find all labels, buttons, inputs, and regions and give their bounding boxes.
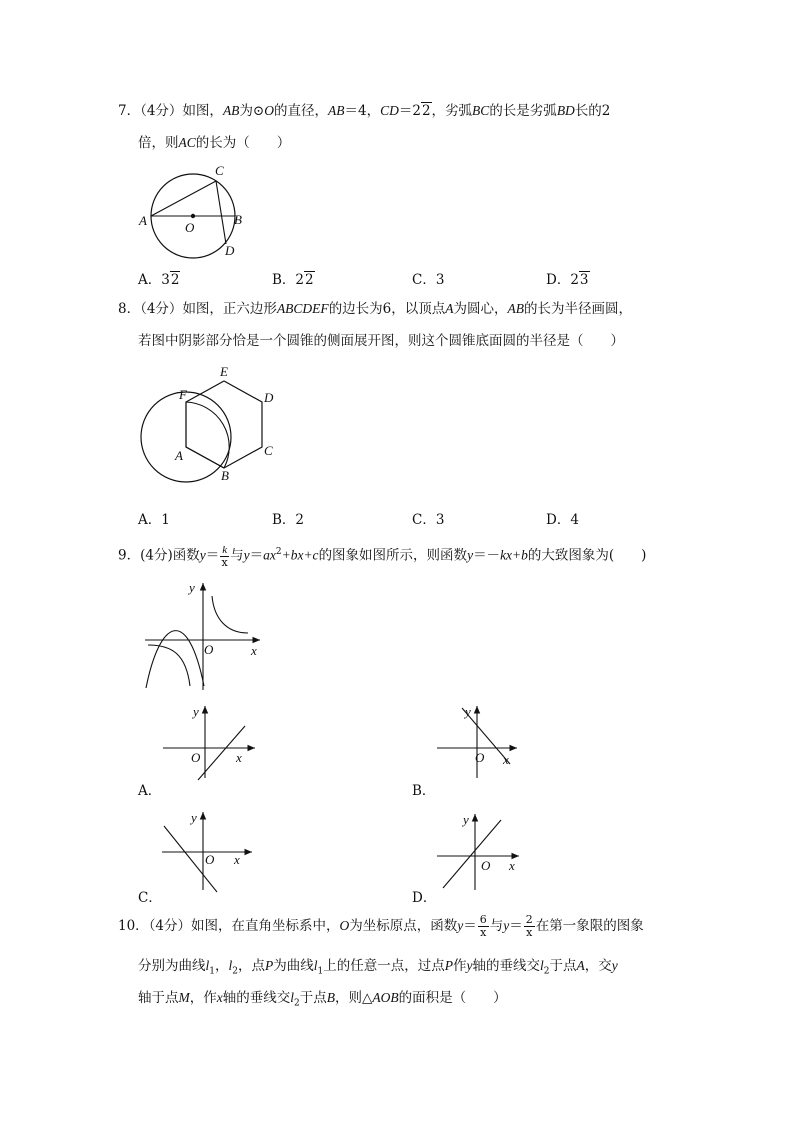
q9-hyperbola-left-branch — [148, 645, 190, 686]
q9-label-x: x — [251, 643, 257, 658]
q7-option-b[interactable]: B．22 — [272, 272, 314, 288]
q8-label-d: D — [264, 390, 274, 405]
q8-stem-line1: 8．（4分）如图，正六边形ABCDEF的边长为6，以顶点A为圆心，AB的长为半径画圆， — [118, 301, 633, 317]
q9-hyperbola-right-branch — [212, 596, 248, 633]
q9d-label-y: y — [463, 812, 469, 827]
q8-label-f: F — [179, 387, 187, 402]
q9b-label-o: O — [475, 750, 485, 765]
sqrt-2: 2 — [421, 103, 431, 119]
q7-stem-line2: 倍，则AC的长为（ ） — [138, 135, 291, 151]
q7-option-c[interactable]: C．3 — [412, 272, 445, 288]
q8-segment-ab — [186, 447, 224, 468]
q9-label-o: O — [204, 642, 214, 657]
q8-stem-line2: 若图中阴影部分恰是一个圆锥的侧面展开图，则这个圆锥底面圆的半径是（ ） — [138, 333, 624, 349]
q9d-label-x: x — [509, 858, 515, 873]
q8-option-b[interactable]: B．2 — [272, 512, 305, 528]
q9-option-a[interactable]: A． — [138, 783, 162, 799]
q9b-label-y: y — [465, 704, 471, 719]
q9a-label-x: x — [236, 750, 242, 765]
q7-option-a[interactable]: A．32 — [138, 272, 180, 288]
q7-label-a: A — [139, 213, 147, 228]
q9-option-c-graph[interactable] — [160, 808, 260, 893]
q7-label-b: B — [234, 212, 242, 227]
q10-fraction-2-over-x: $\frac{2}{x}$ — [525, 913, 533, 939]
q8-hexagon-figure — [136, 362, 286, 492]
q9-label-y: y — [189, 580, 195, 595]
q7-option-d[interactable]: D．23 — [546, 272, 589, 288]
q9-stem: 9．(4分)函数y＝ $\frac{k}{x}$ 与$y=ax^2+bx+c$的图象如图所示，则函数y＝－kx+b的大致图象为( ) — [118, 543, 647, 569]
q9-parabola — [146, 631, 204, 688]
q7-label-o: O — [185, 220, 195, 235]
q9-option-b[interactable]: B． — [412, 783, 436, 799]
q9-option-d[interactable]: D． — [412, 890, 437, 906]
q9-option-b-graph[interactable] — [435, 700, 535, 780]
q9c-label-y: y — [191, 810, 197, 825]
q8-option-a[interactable]: A．1 — [138, 512, 170, 528]
q9-fraction-k-over-x: $\frac{k}{x}$ — [221, 543, 228, 569]
q9d-line — [443, 820, 501, 888]
q9a-label-y: y — [193, 704, 199, 719]
q10-stem-line3: 轴于点M，作x轴的垂线交$l_2$于点B，则△AOB的面积是（ ） — [138, 990, 507, 1009]
q7-label-d: D — [225, 243, 235, 258]
q10-stem-line1: 10．（4分）如图，在直角坐标系中，O为坐标原点，函数y＝ $\frac{6}{x}$ 与y＝ $\frac{2}{x}$ 在第一象限的图象 — [118, 913, 644, 939]
q8-label-a: A — [175, 448, 183, 463]
q8-label-b: B — [221, 468, 229, 483]
q7-chord-cd — [216, 181, 226, 244]
q7-chord-ac — [151, 181, 216, 216]
q9-option-d-graph[interactable] — [435, 808, 535, 893]
q7-stem-line1: 7．（4分）如图，AB为⊙O的直径，AB＝4，CD＝22，劣弧BC的长是劣弧BD长的2 — [118, 103, 611, 119]
q9-option-a-graph[interactable] — [160, 700, 260, 780]
q7-center-dot — [191, 214, 195, 218]
q7-label-c: C — [215, 163, 224, 178]
q9c-label-o: O — [205, 852, 215, 867]
q8-label-e: E — [220, 364, 228, 379]
q9a-label-o: O — [191, 750, 201, 765]
q8-option-c[interactable]: C．3 — [412, 512, 445, 528]
q10-stem-line2: 分别为曲线$l_1$，$l_2$，点P为曲线$l_1$上的任意一点，过点P作y轴的垂线交$l_2$于点A，交y — [138, 958, 618, 977]
q8-label-c: C — [264, 443, 273, 458]
q7-circle-figure — [136, 160, 256, 260]
q9-option-c[interactable]: C． — [138, 890, 162, 906]
q9d-label-o: O — [481, 858, 491, 873]
q9b-label-x: x — [503, 752, 509, 767]
q9-main-graph — [140, 578, 270, 693]
q9c-label-x: x — [234, 852, 240, 867]
q10-fraction-6-over-x: $\frac{6}{x}$ — [479, 913, 487, 939]
q8-option-d[interactable]: D．4 — [546, 512, 579, 528]
